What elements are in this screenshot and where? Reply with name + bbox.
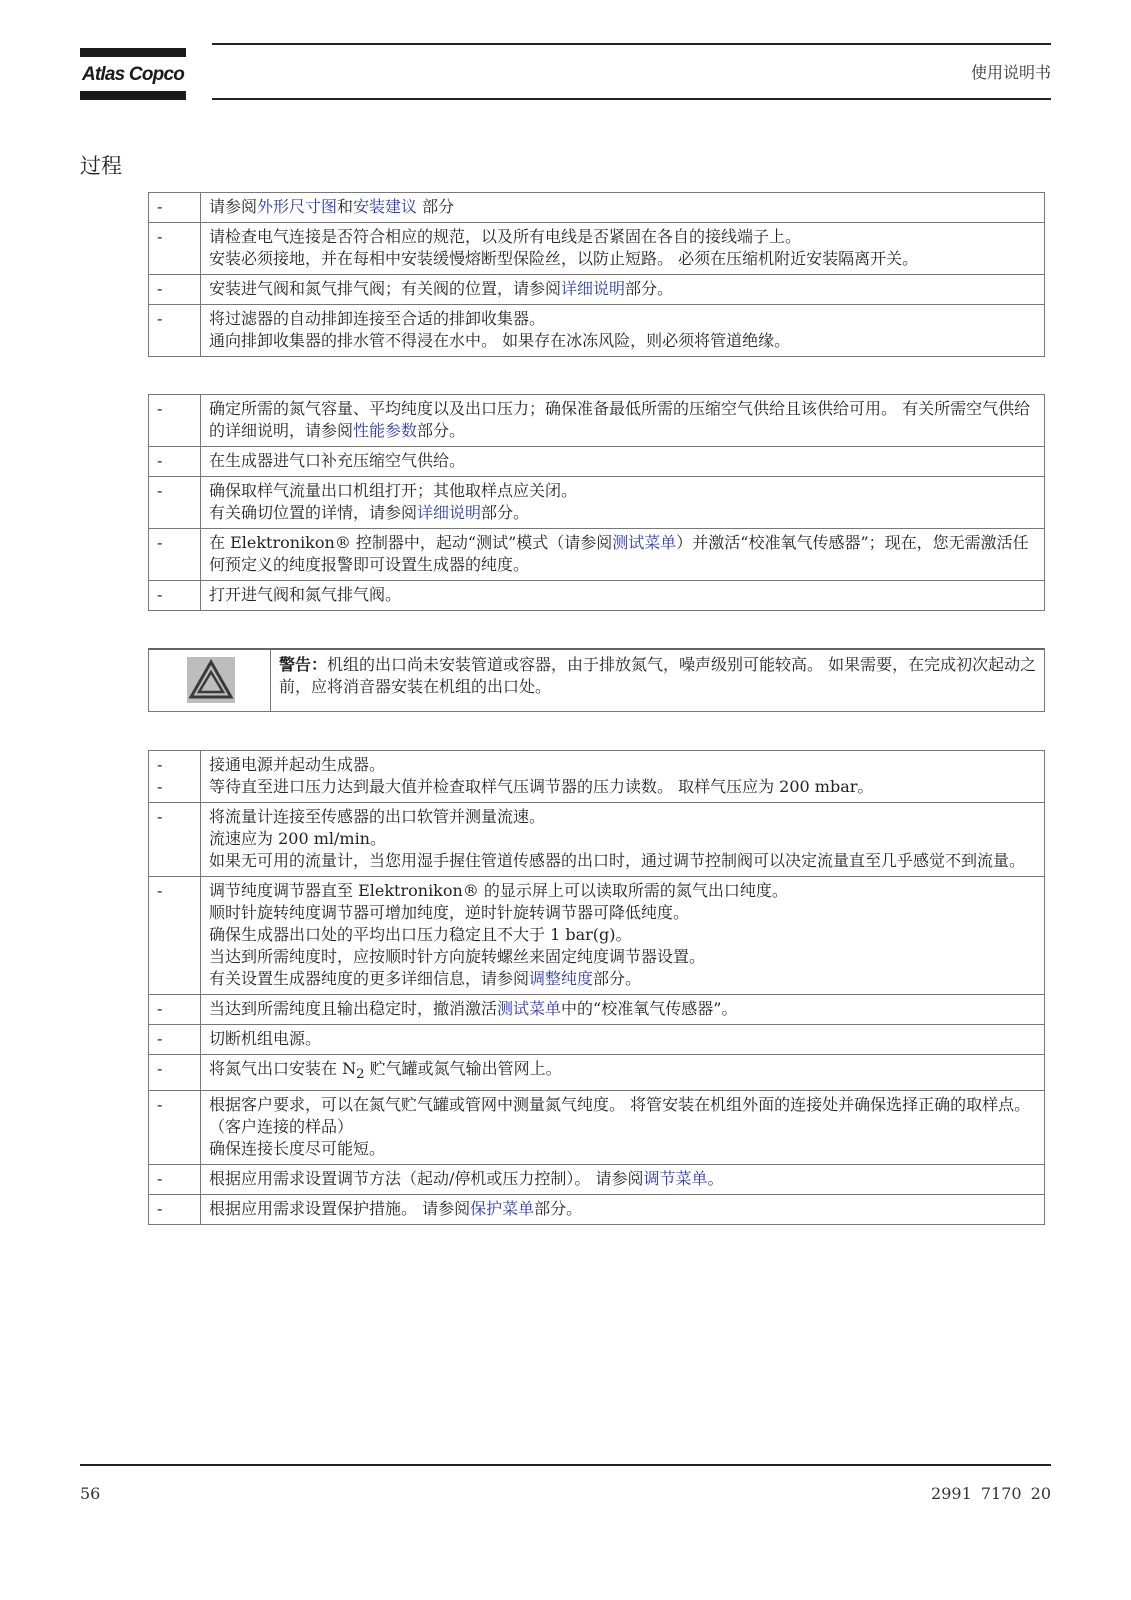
subscript: 2 (356, 1067, 365, 1083)
text-line: 请检查电气连接是否符合相应的规范，以及所有电线是否紧固在各自的接线端子上。 (209, 227, 802, 246)
step-text (201, 1091, 1045, 1165)
table-row (149, 1195, 1045, 1225)
logo-bar-bottom (80, 91, 186, 100)
text-line: 流速应为 200 ml/min。 (209, 829, 386, 848)
text-run: 贮气罐或氮气输出管网上。 (364, 1059, 562, 1078)
startup-steps-table (148, 750, 1045, 1225)
table-row (149, 751, 1045, 803)
link-dimension-drawing[interactable]: 外形尺寸图 (257, 197, 338, 216)
step-text (201, 1165, 1045, 1195)
text-run: 和 (337, 197, 354, 216)
link-performance-data[interactable]: 性能参数 (353, 421, 418, 440)
table-row (149, 877, 1045, 995)
step-dash: - (149, 581, 201, 611)
warning-icon-cell (149, 650, 271, 712)
step-text (201, 447, 1045, 477)
table-row (149, 305, 1045, 357)
step-text (201, 529, 1045, 581)
link-detailed-description[interactable]: 详细说明 (561, 279, 626, 298)
dash-mark: - (157, 755, 163, 774)
text-run: 有关设置生成器纯度的更多详细信息，请参阅 (209, 969, 530, 988)
step-text (201, 1025, 1045, 1055)
text-line: 当达到所需纯度时，应按顺时针方向旋转螺丝来固定纯度调节器设置。 (209, 947, 706, 966)
atlas-copco-logo (80, 48, 186, 100)
document-number: 2991 7170 20 (931, 1484, 1051, 1503)
warning-text (279, 654, 1038, 698)
section-heading: 过程 (80, 154, 122, 178)
text-line: 通向排卸收集器的排水管不得浸在水中。 如果存在冰冻风险，则必须将管道绝缘。 (209, 331, 791, 350)
table-row (149, 803, 1045, 877)
step-text (201, 477, 1045, 529)
table-row (149, 1165, 1045, 1195)
text-run: 将氮气出口安装在 N (209, 1059, 357, 1078)
preparation-steps-table (148, 394, 1045, 611)
text-line: 接通电源并起动生成器。 (209, 755, 386, 774)
text-line: 根据客户要求，可以在氮气贮气罐或管网中测量氮气纯度。 将管安装在机组外面的连接处并确保选择正确的取样点。 （客户连接的样品） (209, 1095, 1031, 1137)
text-line: 确保取样气流量出口机组打开；其他取样点应关闭。 (209, 481, 578, 500)
header-rule-bottom (212, 98, 1051, 100)
table-row (149, 995, 1045, 1025)
text-line: 如果无可用的流量计，当您用湿手握住管道传感器的出口时，通过调节控制阀可以决定流量直至几乎感觉不到流量。 (209, 851, 1026, 870)
table-row (149, 477, 1045, 529)
step-dash: - (149, 477, 201, 529)
step-dash: - (149, 193, 201, 223)
link-detailed-description[interactable]: 详细说明 (417, 503, 482, 522)
logo-wordmark: Atlas Copco (81, 64, 185, 85)
text-run: 有关确切位置的详情，请参阅 (209, 503, 418, 522)
table-row (149, 581, 1045, 611)
text-run: 部分。 (593, 969, 642, 988)
link-installation-proposal[interactable]: 安装建议 (353, 197, 418, 216)
step-text (201, 223, 1045, 275)
step-text (201, 1195, 1045, 1225)
step-dash: - (149, 1195, 201, 1225)
text-line: 在生成器进气口补充压缩空气供给。 (209, 451, 466, 470)
warning-box (148, 648, 1045, 712)
text-line: 安装必须接地，并在每相中安装缓慢熔断型保险丝，以防止短路。 必须在压缩机附近安装隔离开关。 (209, 249, 919, 268)
step-dash: - (149, 223, 201, 275)
warning-triangle-icon (187, 657, 235, 703)
text-run: 请参阅 (209, 197, 258, 216)
step-dash: - (149, 305, 201, 357)
step-text (201, 751, 1045, 803)
table-row (149, 395, 1045, 447)
warning-label: 警告： (279, 655, 328, 674)
step-text (201, 877, 1045, 995)
text-run: 。 (707, 1169, 724, 1189)
step-dash: - (149, 275, 201, 305)
step-dash: - (149, 529, 201, 581)
text-line: 打开进气阀和氮气排气阀。 (209, 585, 402, 604)
step-text (201, 305, 1045, 357)
footer-rule (80, 1464, 1051, 1466)
text-line: 确保生成器出口处的平均出口压力稳定且不大于 1 bar(g)。 (209, 925, 632, 944)
text-run: 安装进气阀和氮气排气阀；有关阀的位置，请参阅 (209, 279, 562, 298)
header-rule-top (212, 43, 1051, 45)
link-test-menu[interactable]: 测试菜单 (612, 533, 677, 552)
step-text (201, 193, 1045, 223)
link-test-menu[interactable]: 测试菜单 (497, 999, 562, 1018)
link-regulation-menu[interactable]: 调节菜单 (643, 1169, 708, 1189)
text-line: 确保连接长度尽可能短。 (209, 1139, 386, 1159)
text-run: 根据应用需求设置调节方法（起动/停机或压力控制）。 请参阅 (209, 1169, 644, 1189)
text-run: 当达到所需纯度且输出稳定时，撤消激活 (209, 999, 498, 1018)
table-row (149, 193, 1045, 223)
text-run: ）并激活“校准氧气传感器”；现在，您无需激活任何预定义的纯度报警即可设置生成器的纯度。 (209, 533, 1029, 574)
text-run: 部分。 (481, 503, 530, 522)
step-dash: - (149, 995, 201, 1025)
step-dash: - (149, 803, 201, 877)
text-run: 根据应用需求设置保护措施。 请参阅 (209, 1199, 471, 1219)
table-row (149, 1025, 1045, 1055)
page-number: 56 (80, 1484, 101, 1503)
logo-bar-top (80, 48, 186, 57)
step-dash: - (149, 1025, 201, 1055)
text-run: 中的“校准氧气传感器”。 (561, 999, 738, 1018)
text-run: 部分 (417, 197, 455, 216)
step-text (201, 581, 1045, 611)
table-row (149, 275, 1045, 305)
step-dash (149, 751, 201, 803)
text-line: 等待直至进口压力达到最大值并检查取样气压调节器的压力读数。 取样气压应为 200 mbar。 (209, 777, 874, 796)
step-text (201, 275, 1045, 305)
text-run: 在 Elektronikon® 控制器中，起动“测试”模式（请参阅 (209, 533, 613, 552)
text-line: 切断机组电源。 (209, 1029, 322, 1048)
text-run: 部分。 (417, 421, 466, 440)
step-dash: - (149, 1091, 201, 1165)
step-text (201, 395, 1045, 447)
dash-mark: - (157, 777, 163, 796)
link-protection-menu[interactable]: 保护菜单 (470, 1199, 535, 1219)
warning-message: 机组的出口尚未安装管道或容器，由于排放氮气，噪声级别可能较高。 如果需要，在完成初次起动之前，应将消音器安装在机组的出口处。 (279, 655, 1037, 696)
step-dash: - (149, 447, 201, 477)
text-run: 确定所需的氮气容量、平均纯度以及出口压力；确保准备最低所需的压缩空气供给且该供给可用。 有关所需空气供给的详细说明，请参阅 (209, 399, 1031, 440)
step-dash: - (149, 395, 201, 447)
step-dash: - (149, 1165, 201, 1195)
text-line: 调节纯度调节器直至 Elektronikon® 的显示屏上可以读取所需的氮气出口纯度。 (209, 881, 788, 900)
text-line: 将过滤器的自动排卸连接至合适的排卸收集器。 (209, 309, 546, 328)
step-text (201, 1055, 1045, 1091)
text-run: 部分。 (534, 1199, 583, 1219)
text-line: 将流量计连接至传感器的出口软管并测量流速。 (209, 807, 546, 826)
table-row (149, 223, 1045, 275)
step-text (201, 995, 1045, 1025)
step-dash: - (149, 1055, 201, 1091)
installation-steps-table (148, 192, 1045, 357)
link-adjust-purity[interactable]: 调整纯度 (529, 969, 594, 988)
text-line: 顺时针旋转纯度调节器可增加纯度，逆时针旋转调节器可降低纯度。 (209, 903, 690, 922)
table-row (149, 447, 1045, 477)
table-row (149, 1055, 1045, 1091)
table-row (149, 1091, 1045, 1165)
table-row (149, 529, 1045, 581)
step-text (201, 803, 1045, 877)
document-title: 使用说明书 (970, 63, 1051, 82)
text-run: 部分。 (625, 279, 674, 298)
step-dash: - (149, 877, 201, 995)
